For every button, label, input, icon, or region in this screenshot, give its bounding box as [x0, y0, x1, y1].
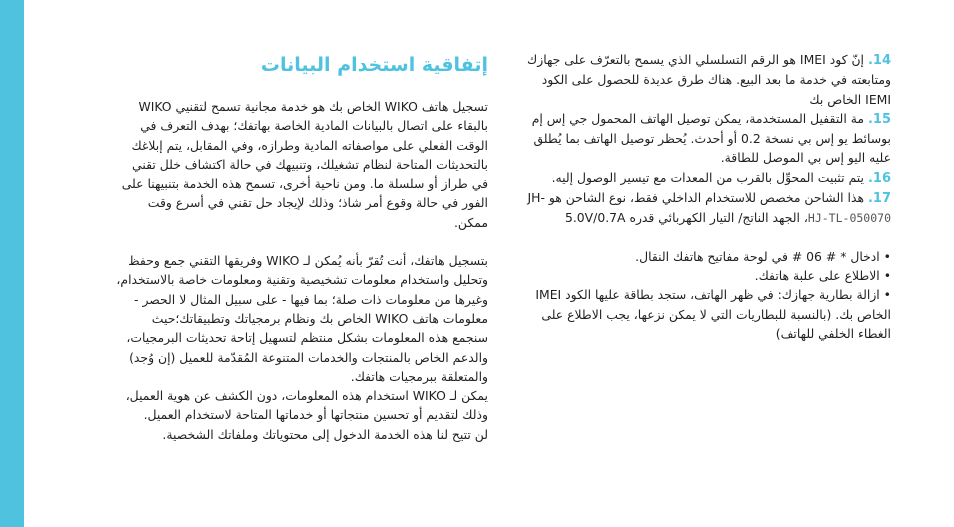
paragraph: تسجيل هاتف WIKO الخاص بك هو خدمة مجانية تسمح لتقنيي WIKO بالبقاء على اتصال بالبيانات المادية الخاصة بهاتفك؛ بهدف التعرف في الوقت الفعلي على مواصفاته المادية وطرازه، وفي المقابل، يتم إبلاغك بالتحديثات المتاحة لنظام تشغيلك، وتنبيهك في حالة اكتشاف خلل تقني في طراز أو سلسلة ما. ومن ناحية أخرى، تسمح هذه الخدمة بتنبيهنا على الفور في حالة وقوع أمر شاذ؛ وذلك لإيجاد حل تقني في أسرع وقت ممكن.: [121, 99, 488, 230]
note-text: هذا الشاحن مخصص للاستخدام الداخلي فقط، نوع الشاحن هو JH-: [527, 190, 864, 206]
note-17: [527, 188, 891, 229]
note-16: [527, 168, 891, 188]
paragraph-gap: [116, 232, 488, 251]
note-14: [527, 50, 891, 109]
imei-methods-list: [527, 247, 891, 343]
note-number: 17.: [867, 191, 891, 207]
left-column: [116, 52, 488, 444]
right-column: [527, 50, 891, 343]
side-accent-bar: [0, 0, 24, 527]
note-text: إنّ كود IMEI هو الرقم التسلسلي الذي يسمح بالتعرّف على جهازك ومتابعته في خدمة ما بعد البيع. هناك طرق عديدة للحصول على الكود IEMI الخاص بك: [527, 52, 891, 107]
note-text: يتم تثبيت المحوِّل بالقرب من المعدات مع تيسير الوصول إليه.: [551, 169, 864, 185]
note-text: ، الجهد الناتج/ التيار الكهربائي قدره 5.0V/0.7A: [564, 210, 808, 226]
note-text: مة التقفيل المستخدمة، يمكن توصيل الهاتف المحمول جي إس إم بوسائط يو إس بي نسخة 0.2 أو أحدث. يُحظر توصيل الهاتف بما يُطلق عليه اليو إس بي الموصل للطاقة.: [531, 110, 891, 166]
note-number: 14.: [867, 53, 891, 68]
list-item: • ازالة بطارية جهازك: في ظهر الهاتف، ستجد بطاقة عليها الكود IMEI الخاص بك. (بالنسبة للبطاريات التي لا يمكن نزعها، يجب الاطلاع على الغطاء الخلفي للهاتف): [535, 287, 891, 341]
list-item: • ادخال * # 06 # في لوحة مفاتيح هاتفك النقال.: [635, 248, 891, 264]
section-title: إتفاقية استخدام البيانات: [260, 54, 488, 76]
paragraph: يمكن لـ WIKO استخدام هذه المعلومات، دون الكشف عن هوية العميل، وذلك لتقديم أو تحسين منتجاتها أو خدماتها المتاحة لاستخدام العميل.: [125, 388, 488, 423]
charger-model: HJ-TL-050070: [807, 211, 891, 226]
note-number: 15.: [867, 111, 891, 127]
note-15: [527, 109, 891, 168]
note-number: 16.: [867, 170, 891, 186]
paragraph: بتسجيل هاتفك، أنت تُقرّ بأنه يُمكن لـ WIKO وفريقها التقني جمع وحفظ وتحليل واستخدام معلومات تشخيصية وتقنية ومعلومات خاصة بالاستخدام، وغيرها من معلومات ذات صلة؛ بما فيها - على سبيل المثال لا الحصر - معلومات هاتف WIKO الخاص بك ونظام برمجياتك وتطبيقاتك؛حيث سنجمع هذه المعلومات بشكل منتظم لتسهيل إتاحة تحديثات البرمجيات، والدعم الخاص بالمنتجات والخدمات المتنوعة المُقدّمة للعميل (إن وُجد) والمتعلقة ببرمجيات هاتفك.: [116, 253, 488, 384]
paragraph: لن تتيح لنا هذه الخدمة الدخول إلى محتوياتك وملفاتك الشخصية.: [162, 426, 488, 442]
list-item: • الاطلاع على علبة هاتفك.: [754, 267, 891, 283]
